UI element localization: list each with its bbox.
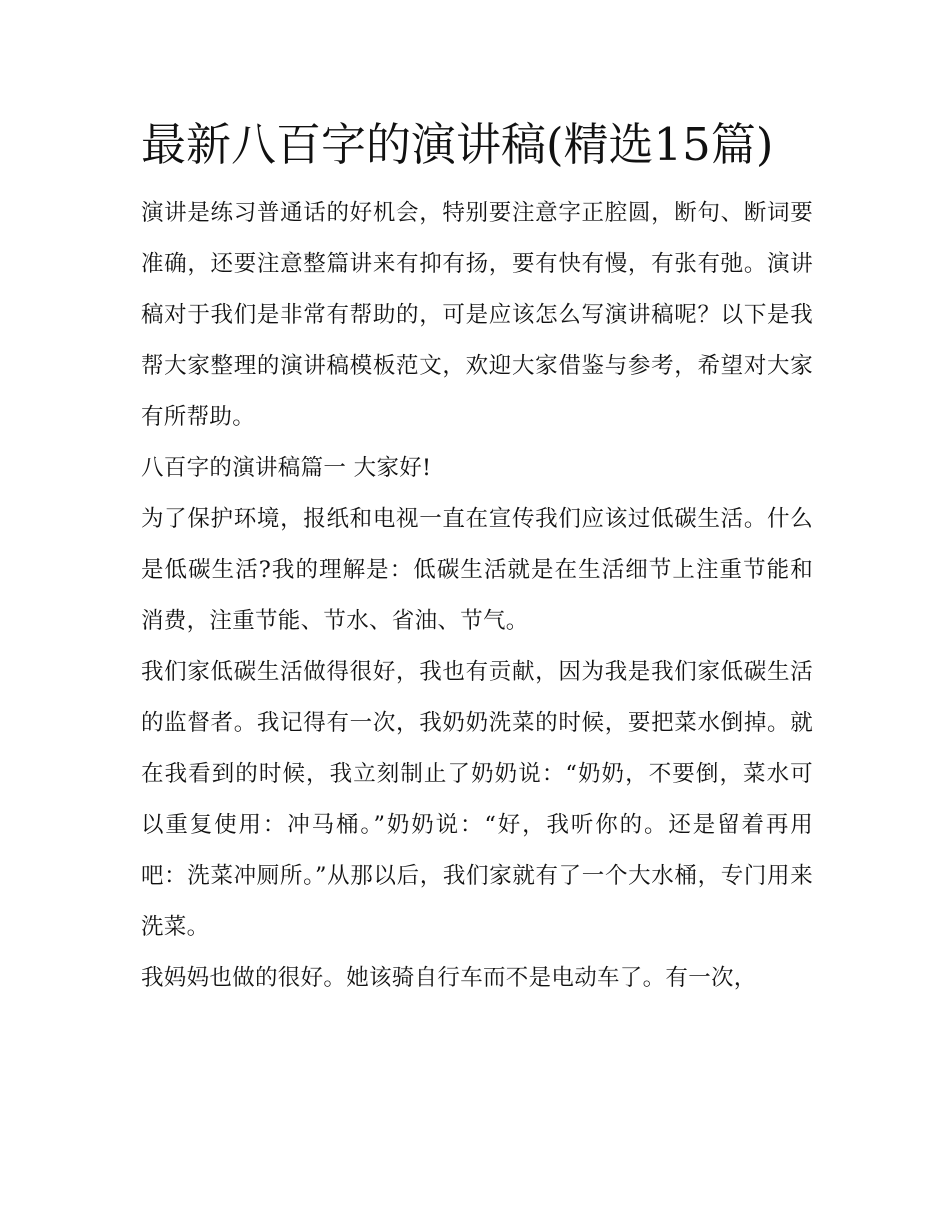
document-body: [141, 112, 813, 1004]
section-heading-paragraph: 八百字的演讲稿篇一 大家好!: [141, 455, 432, 481]
body-paragraph: 我们家低碳生活做得很好，我也有贡献，因为我是我们家低碳生活的监督者。我记得有一次，我奶奶洗菜的时候，要把菜水倒掉。就在我看到的时候，我立刻制止了奶奶说：“奶奶，不要倒，菜水可以重复使用：冲马桶。”奶奶说：“好，我听你的。还是留着再用吧：洗菜冲厕所。”从那以后，我们家就有了一个大水桶，专门用来洗菜。: [141, 659, 813, 940]
body-paragraph: 为了保护环境，报纸和电视一直在宣传我们应该过低碳生活。什么是低碳生活?我的理解是：低碳生活就是在生活细节上注重节能和消费，注重节能、节水、省油、节气。: [141, 506, 813, 634]
intro-paragraph: 演讲是练习普通话的好机会，特别要注意字正腔圆，断句、断词要准确，还要注意整篇讲来有抑有扬，要有快有慢，有张有弛。演讲稿对于我们是非常有帮助的，可是应该怎么写演讲稿呢？以下是我帮大家整理的演讲稿模板范文，欢迎大家借鉴与参考，希望对大家有所帮助。: [141, 200, 813, 430]
body-paragraph: 我妈妈也做的很好。她该骑自行车而不是电动车了。有一次，: [141, 965, 757, 991]
document-title: 最新八百字的演讲稿(精选15篇): [141, 118, 774, 171]
